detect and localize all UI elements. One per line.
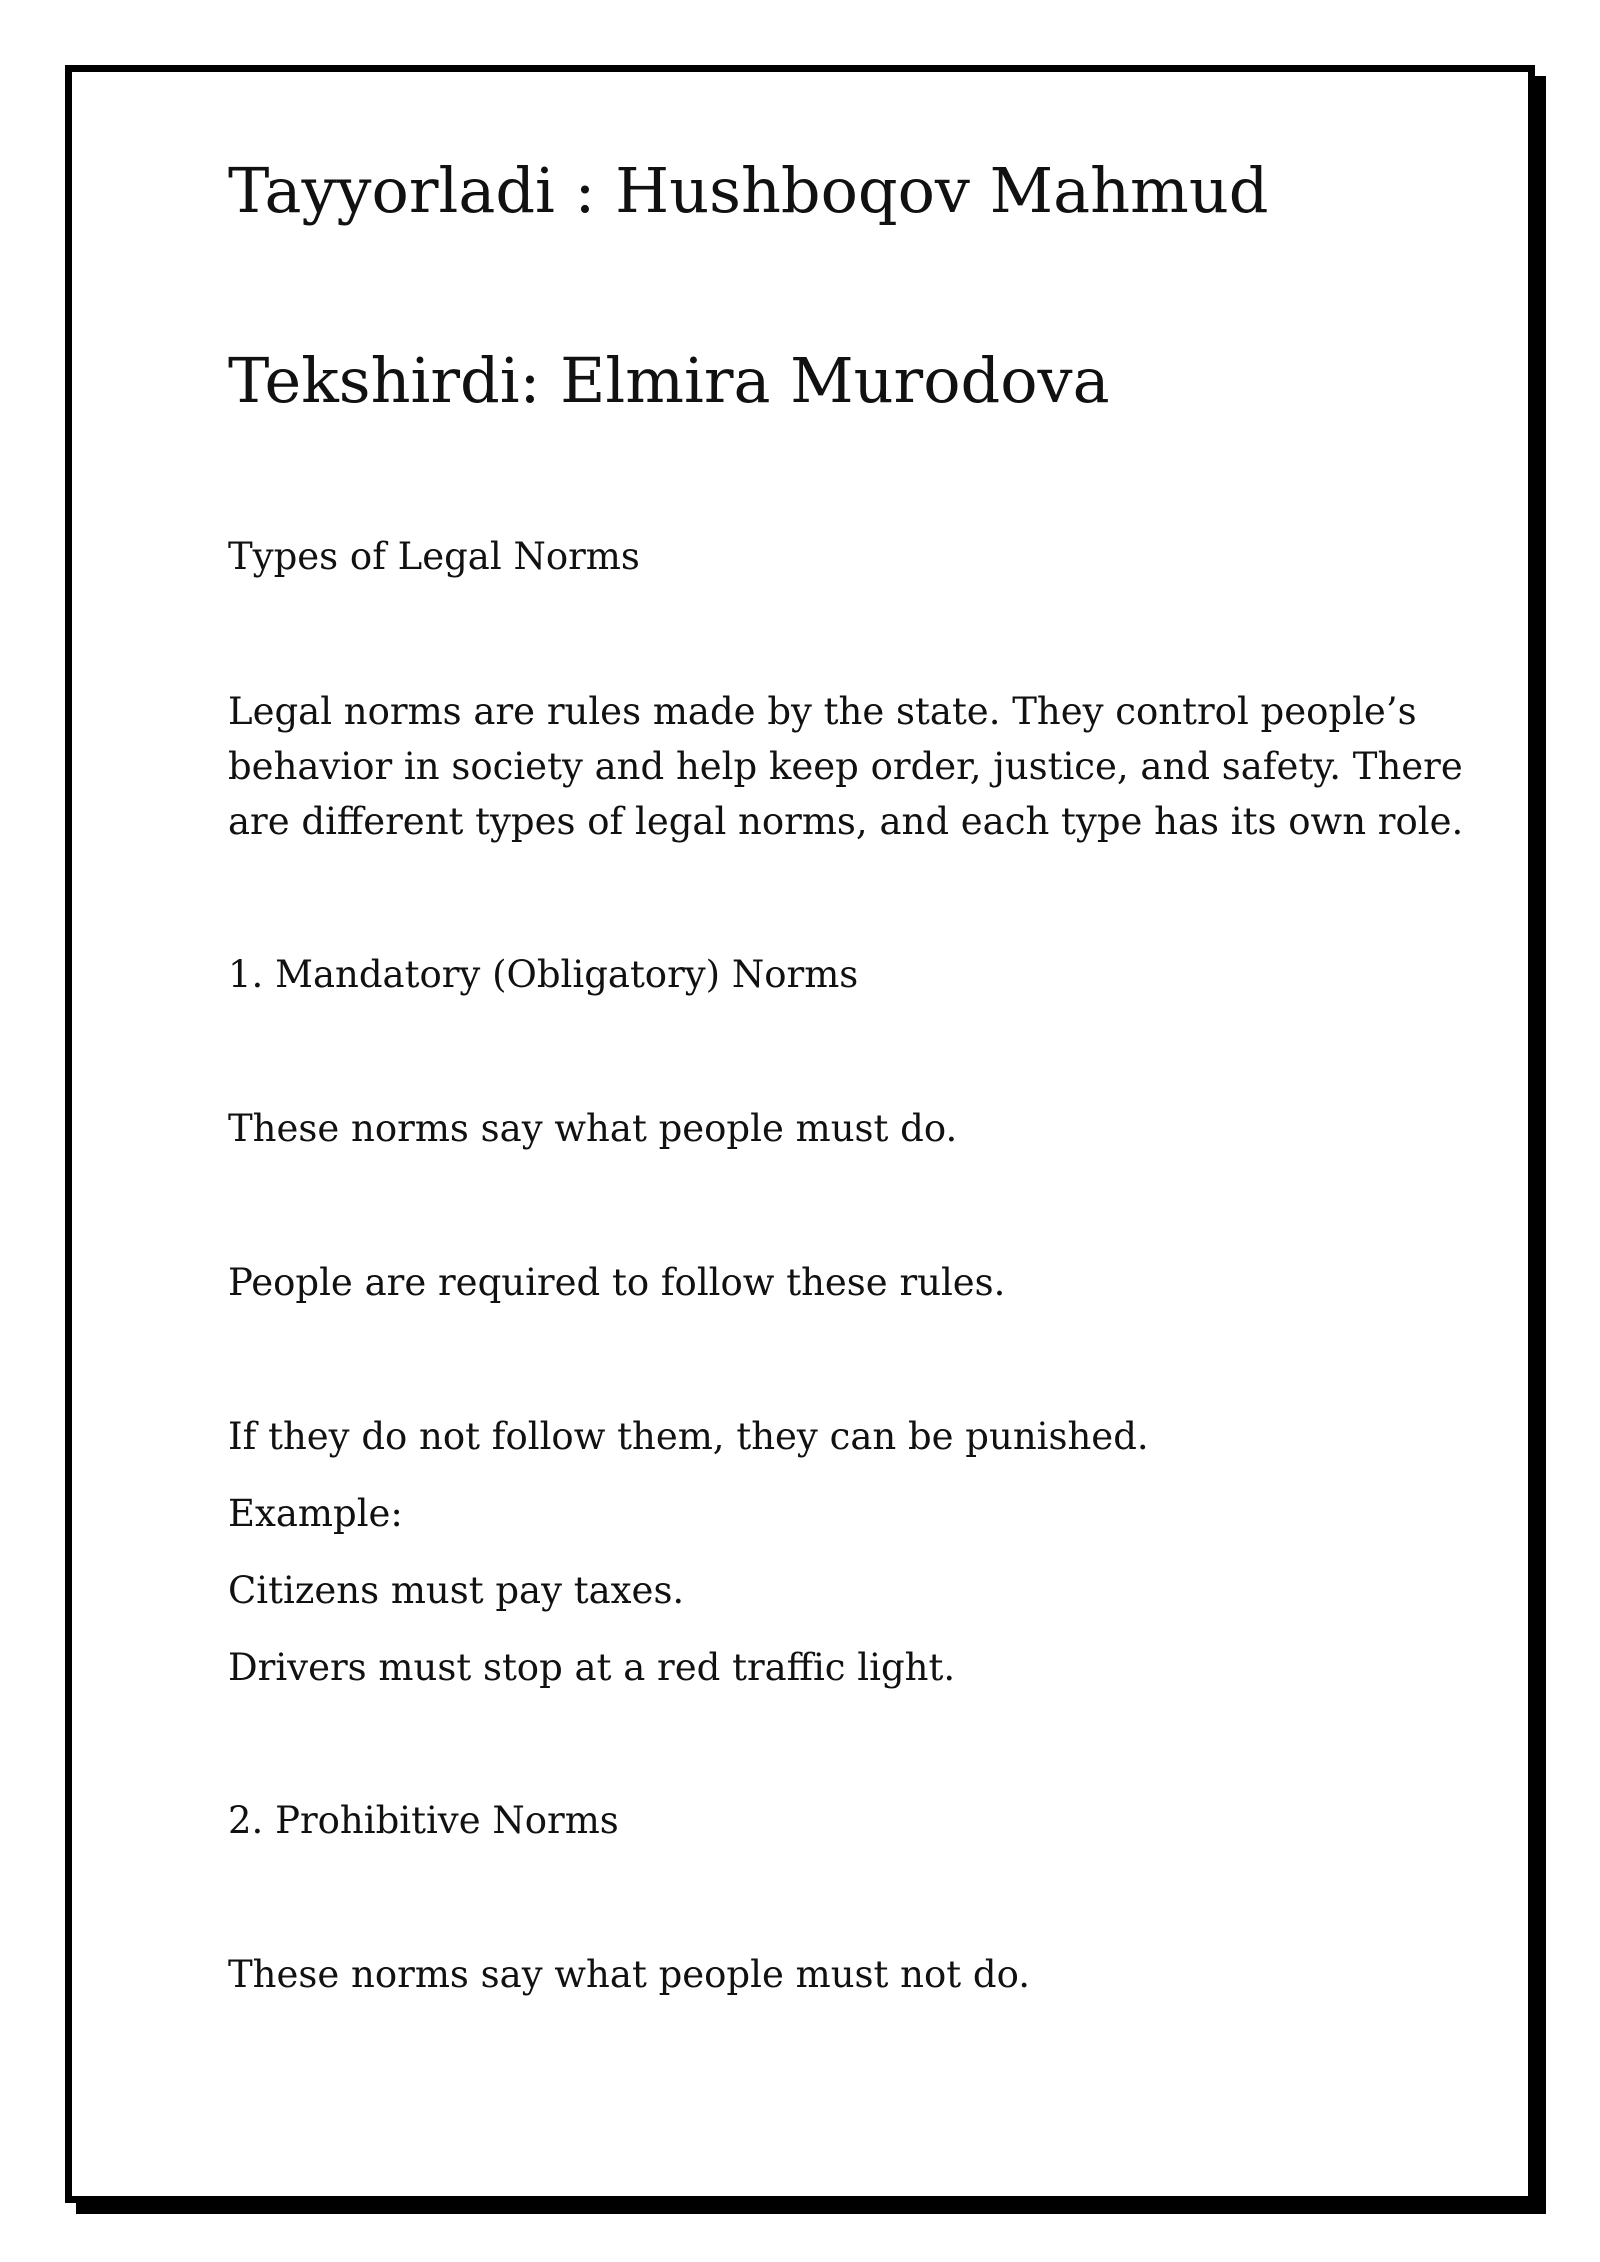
document-title: Types of Legal Norms: [228, 535, 640, 578]
example-item: Drivers must stop at a red traffic light.: [228, 1646, 956, 1689]
section1-line: People are required to follow these rules.: [228, 1261, 1006, 1304]
section1-line: These norms say what people must do.: [228, 1107, 958, 1150]
section1-line: If they do not follow them, they can be punished.: [228, 1415, 1149, 1458]
checked-by-line: Tekshirdi: Elmira Murodova: [228, 344, 1110, 417]
section-heading-prohibitive: 2. Prohibitive Norms: [228, 1799, 619, 1842]
prepared-by-line: Tayyorladi : Hushboqov Mahmud: [228, 154, 1269, 227]
section2-line: These norms say what people must not do.: [228, 1953, 1030, 1996]
intro-paragraph: Legal norms are rules made by the state. They control people’s behavior in society and help keep order, justice, and safety. There are different types of legal norms, and each type has its own role.: [228, 690, 1464, 843]
example-label: Example:: [228, 1492, 403, 1535]
section-heading-mandatory: 1. Mandatory (Obligatory) Norms: [228, 953, 859, 996]
example-item: Citizens must pay taxes.: [228, 1569, 685, 1612]
